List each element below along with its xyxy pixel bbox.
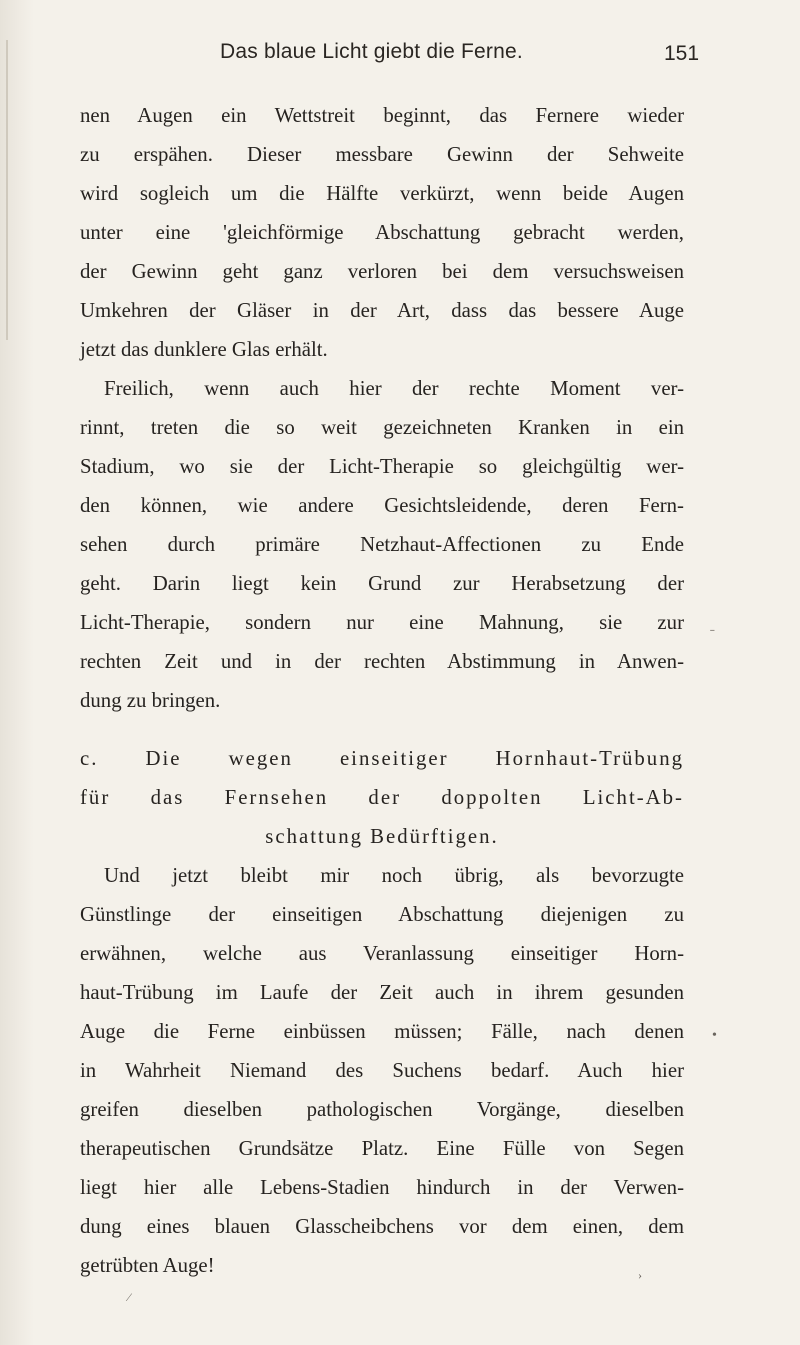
text-line: haut-Trübung im Laufe der Zeit auch in ihrem gesunden (80, 981, 684, 1004)
text-line: geht. Darin liegt kein Grund zur Herabsetzung der (80, 572, 684, 595)
margin-mark: ˗ (710, 622, 715, 637)
margin-mark: › (638, 1268, 642, 1282)
heading-line: c. Die wegen einseitiger Hornhaut-Trübung (80, 747, 684, 770)
body-text (80, 96, 684, 1285)
text-line: Auge die Ferne einbüssen müssen; Fälle, nach denen (80, 1020, 684, 1043)
paragraph (80, 369, 684, 720)
text-line: in Wahrheit Niemand des Suchens bedarf. Auch hier (80, 1059, 684, 1082)
margin-mark: ⁄ (128, 1290, 131, 1304)
text-line: Günstlinge der einseitigen Abschattung diejenigen zu (80, 903, 684, 926)
text-line: greifen dieselben pathologischen Vorgänge, dieselben (80, 1098, 684, 1121)
paragraph (80, 96, 684, 369)
heading-line: für das Fernsehen der doppolten Licht-Ab- (80, 786, 684, 809)
section-heading (80, 739, 684, 856)
page-gutter (0, 0, 34, 1345)
paragraph (80, 856, 684, 1285)
text-line: Umkehren der Gläser in der Art, dass das bessere Auge (80, 299, 684, 322)
page-number: 151 (664, 42, 700, 65)
text-line: therapeutischen Grundsätze Platz. Eine Fülle von Segen (80, 1137, 684, 1160)
text-line: Stadium, wo sie der Licht-Therapie so gleichgültig wer- (80, 455, 684, 478)
text-line: wird sogleich um die Hälfte verkürzt, wenn beide Augen (80, 182, 684, 205)
text-line: getrübten Auge! (80, 1254, 215, 1277)
text-line: sehen durch primäre Netzhaut-Affectionen zu Ende (80, 533, 684, 556)
text-line: der Gewinn geht ganz verloren bei dem versuchsweisen (80, 260, 684, 283)
text-line: rinnt, treten die so weit gezeichneten Kranken in ein (80, 416, 684, 439)
text-line: Freilich, wenn auch hier der rechte Moment ver- (104, 377, 684, 400)
text-line: Licht-Therapie, sondern nur eine Mahnung, sie zur (80, 611, 684, 634)
text-line: rechten Zeit und in der rechten Abstimmung in Anwen- (80, 650, 684, 673)
text-line: dung eines blauen Glasscheibchens vor dem einen, dem (80, 1215, 684, 1238)
text-line: unter eine 'gleichförmige Abschattung gebracht werden, (80, 221, 684, 244)
text-line: erwähnen, welche aus Veranlassung einseitiger Horn- (80, 942, 684, 965)
text-line: zu erspähen. Dieser messbare Gewinn der Sehweite (80, 143, 684, 166)
heading-line: schattung Bedürftigen. (265, 825, 499, 848)
running-header: Das blaue Licht giebt die Ferne. (220, 40, 523, 63)
gutter-shadow-line (6, 40, 8, 340)
text-line: jetzt das dunklere Glas erhält. (80, 338, 328, 361)
text-line: nen Augen ein Wettstreit beginnt, das Fernere wieder (80, 104, 684, 127)
text-line: den können, wie andere Gesichtsleidende, deren Fern- (80, 494, 684, 517)
text-line: liegt hier alle Lebens-Stadien hindurch in der Verwen- (80, 1176, 684, 1199)
text-line: Und jetzt bleibt mir noch übrig, als bevorzugte (104, 864, 684, 887)
text-line: dung zu bringen. (80, 689, 221, 712)
margin-mark: • (712, 1028, 717, 1043)
